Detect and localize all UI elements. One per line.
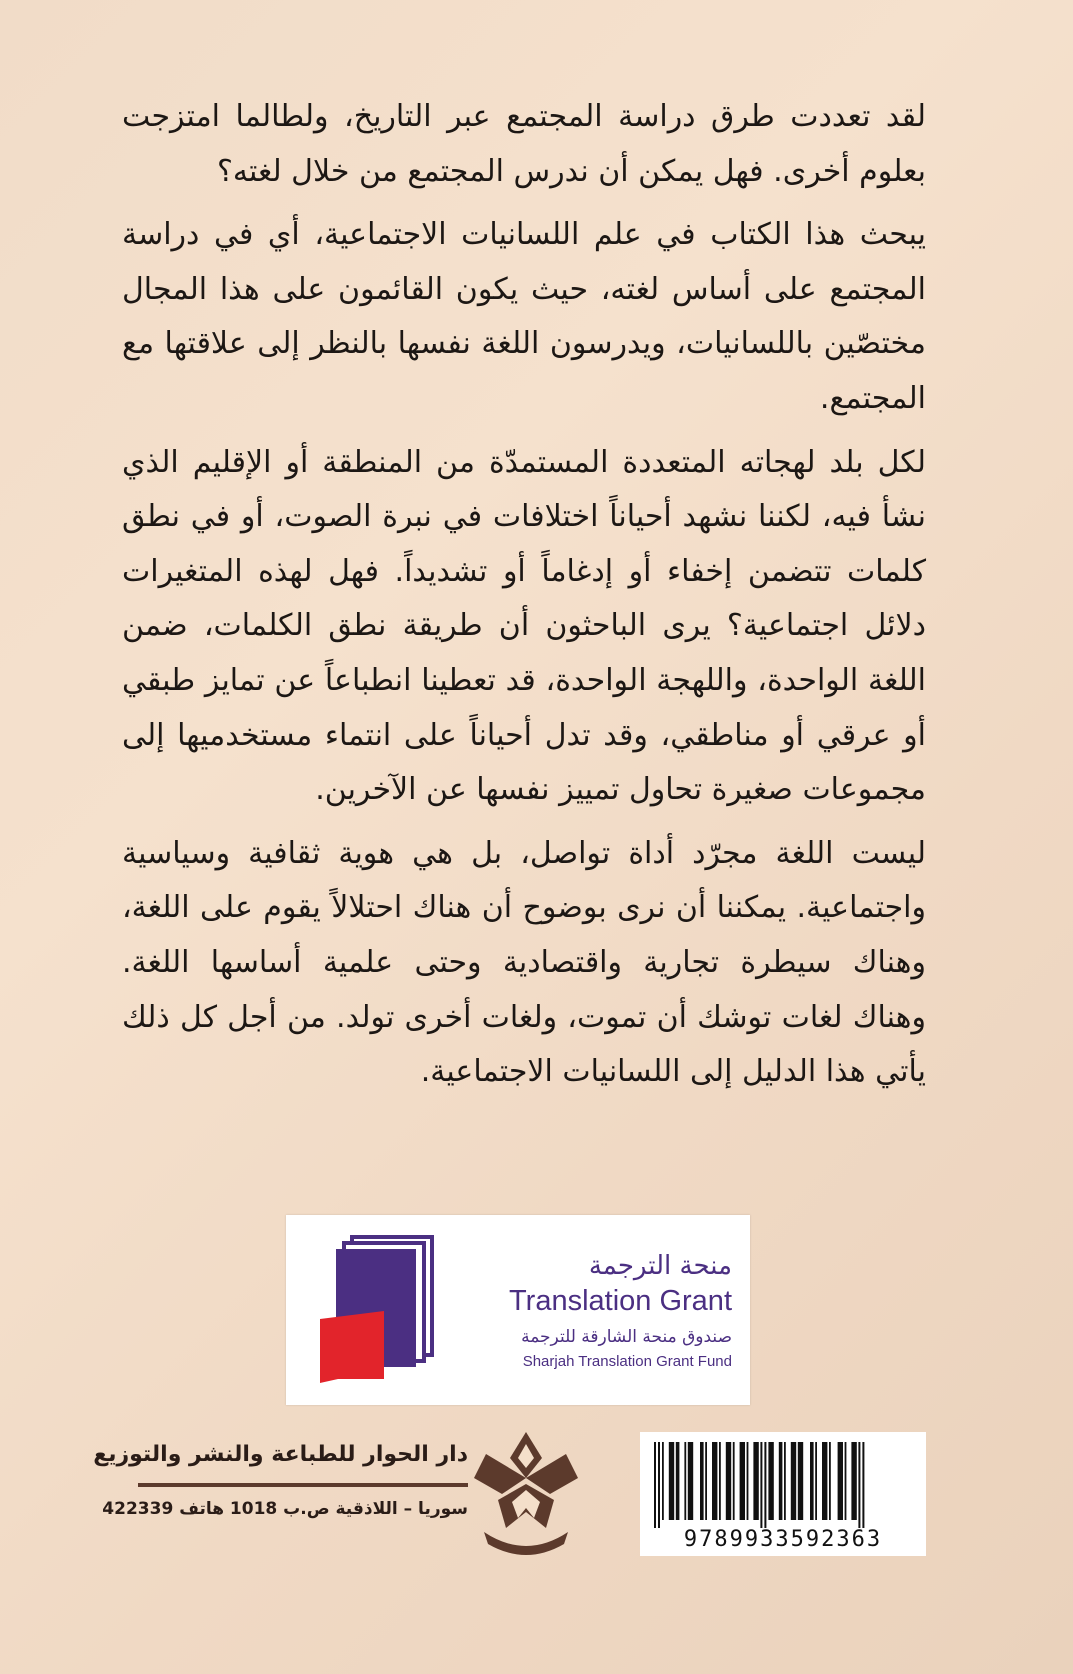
barcode-bar bbox=[829, 1442, 831, 1520]
barcode-bar bbox=[858, 1442, 860, 1528]
barcode-bar bbox=[662, 1442, 664, 1520]
barcode-bar bbox=[688, 1442, 693, 1520]
barcode-bars bbox=[654, 1442, 912, 1528]
barcode-bar bbox=[784, 1442, 786, 1520]
barcode-bar bbox=[779, 1442, 783, 1520]
barcode-bar bbox=[654, 1442, 656, 1528]
publisher-name: دار الحوار للطباعة والنشر والتوزيع bbox=[93, 1442, 468, 1467]
grant-fund-en: Sharjah Translation Grant Fund bbox=[522, 1353, 732, 1370]
barcode-bar bbox=[747, 1442, 749, 1520]
barcode-bar bbox=[791, 1442, 796, 1520]
barcode-bar bbox=[753, 1442, 758, 1520]
grant-book-logo-icon bbox=[318, 1233, 438, 1383]
barcode-bar bbox=[798, 1442, 803, 1520]
grant-text-block bbox=[436, 1249, 732, 1373]
blurb-paragraph-4: ليست اللغة مجرّد أداة تواصل، بل هي هوية ثقافية وسياسية واجتماعية. يمكننا أن نرى بوضوح أن هناك احتلالاً يقوم على اللغة، وهناك سيطرة تجارية واقتصادية وحتى علمية أساسها اللغة. وهناك لغات توشك أن تموت، ولغات أخرى تولد. من أجل كل ذلك يأتي هذا الدليل إلى اللسانيات الاجتماعية. bbox=[122, 835, 926, 1090]
barcode-bar bbox=[764, 1442, 766, 1528]
barcode-bar bbox=[719, 1442, 721, 1520]
barcode-bar bbox=[768, 1442, 773, 1520]
blurb-paragraph-1: لقد تعددت طرق دراسة المجتمع عبر التاريخ، ولطالما امتزجت بعلوم أخرى. فهل يمكن أن ندرس المجتمع من خلال لغته؟ bbox=[122, 99, 926, 189]
barcode-bar bbox=[815, 1442, 817, 1520]
barcode-bar bbox=[740, 1442, 745, 1520]
barcode-bar bbox=[676, 1442, 680, 1520]
publisher-logo-icon bbox=[466, 1428, 586, 1558]
barcode-bar bbox=[684, 1442, 686, 1520]
grant-title-ar: منحة الترجمة bbox=[588, 1251, 732, 1281]
publisher-address: سوريا – اللاذقية ص.ب 1018 هاتف 422339 bbox=[102, 1499, 468, 1519]
barcode-bar bbox=[700, 1442, 704, 1520]
barcode-bar bbox=[658, 1442, 660, 1528]
translation-grant-badge bbox=[286, 1215, 750, 1405]
isbn-barcode bbox=[640, 1432, 926, 1556]
barcode-bar bbox=[838, 1442, 843, 1520]
barcode-bar bbox=[760, 1442, 762, 1528]
barcode-bar bbox=[822, 1442, 827, 1520]
publisher-divider bbox=[138, 1483, 468, 1487]
blurb-paragraph-3: لكل بلد لهجاته المتعددة المستمدّة من المنطقة أو الإقليم الذي نشأ فيه، لكننا نشهد أحياناً اختلافات في نبرة الصوت، أو في نطق كلمات تتضمن إخفاء أو إدغاماً أو تشديداً. فهل لهذه المتغيرات دلائل اجتماعية؟ يرى الباحثون أن طريقة نطق الكلمات، ضمن اللغة الواحدة، واللهجة الواحدة، قد تعطينا انطباعاً عن تمايز طبقي أو عرقي أو مناطقي، وقد تدل أحياناً على انتماء مستخدميها إلى مجموعات صغيرة تحاول تمييز نفسها عن الآخرين. bbox=[122, 444, 926, 808]
barcode-bar bbox=[862, 1442, 864, 1528]
barcode-bar bbox=[733, 1442, 735, 1520]
barcode-bar bbox=[845, 1442, 847, 1520]
barcode-bar bbox=[726, 1442, 731, 1520]
isbn-number: 9789933592363 bbox=[683, 1527, 883, 1552]
barcode-bar bbox=[810, 1442, 814, 1520]
barcode-bar bbox=[712, 1442, 717, 1520]
publisher-info bbox=[93, 1435, 468, 1525]
barcode-bar bbox=[851, 1442, 856, 1520]
blurb-text bbox=[122, 90, 926, 1109]
barcode-bar bbox=[669, 1442, 674, 1520]
grant-title-en: Translation Grant bbox=[509, 1285, 732, 1317]
barcode-bar bbox=[705, 1442, 707, 1520]
grant-fund-ar: صندوق منحة الشارقة للترجمة bbox=[521, 1327, 732, 1347]
blurb-paragraph-2: يبحث هذا الكتاب في علم اللسانيات الاجتماعية، أي في دراسة المجتمع على أساس لغته، حيث يكون القائمون على هذا المجال مختصّين باللسانيات، ويدرسون اللغة نفسها بالنظر إلى علاقتها مع المجتمع. bbox=[122, 217, 926, 416]
